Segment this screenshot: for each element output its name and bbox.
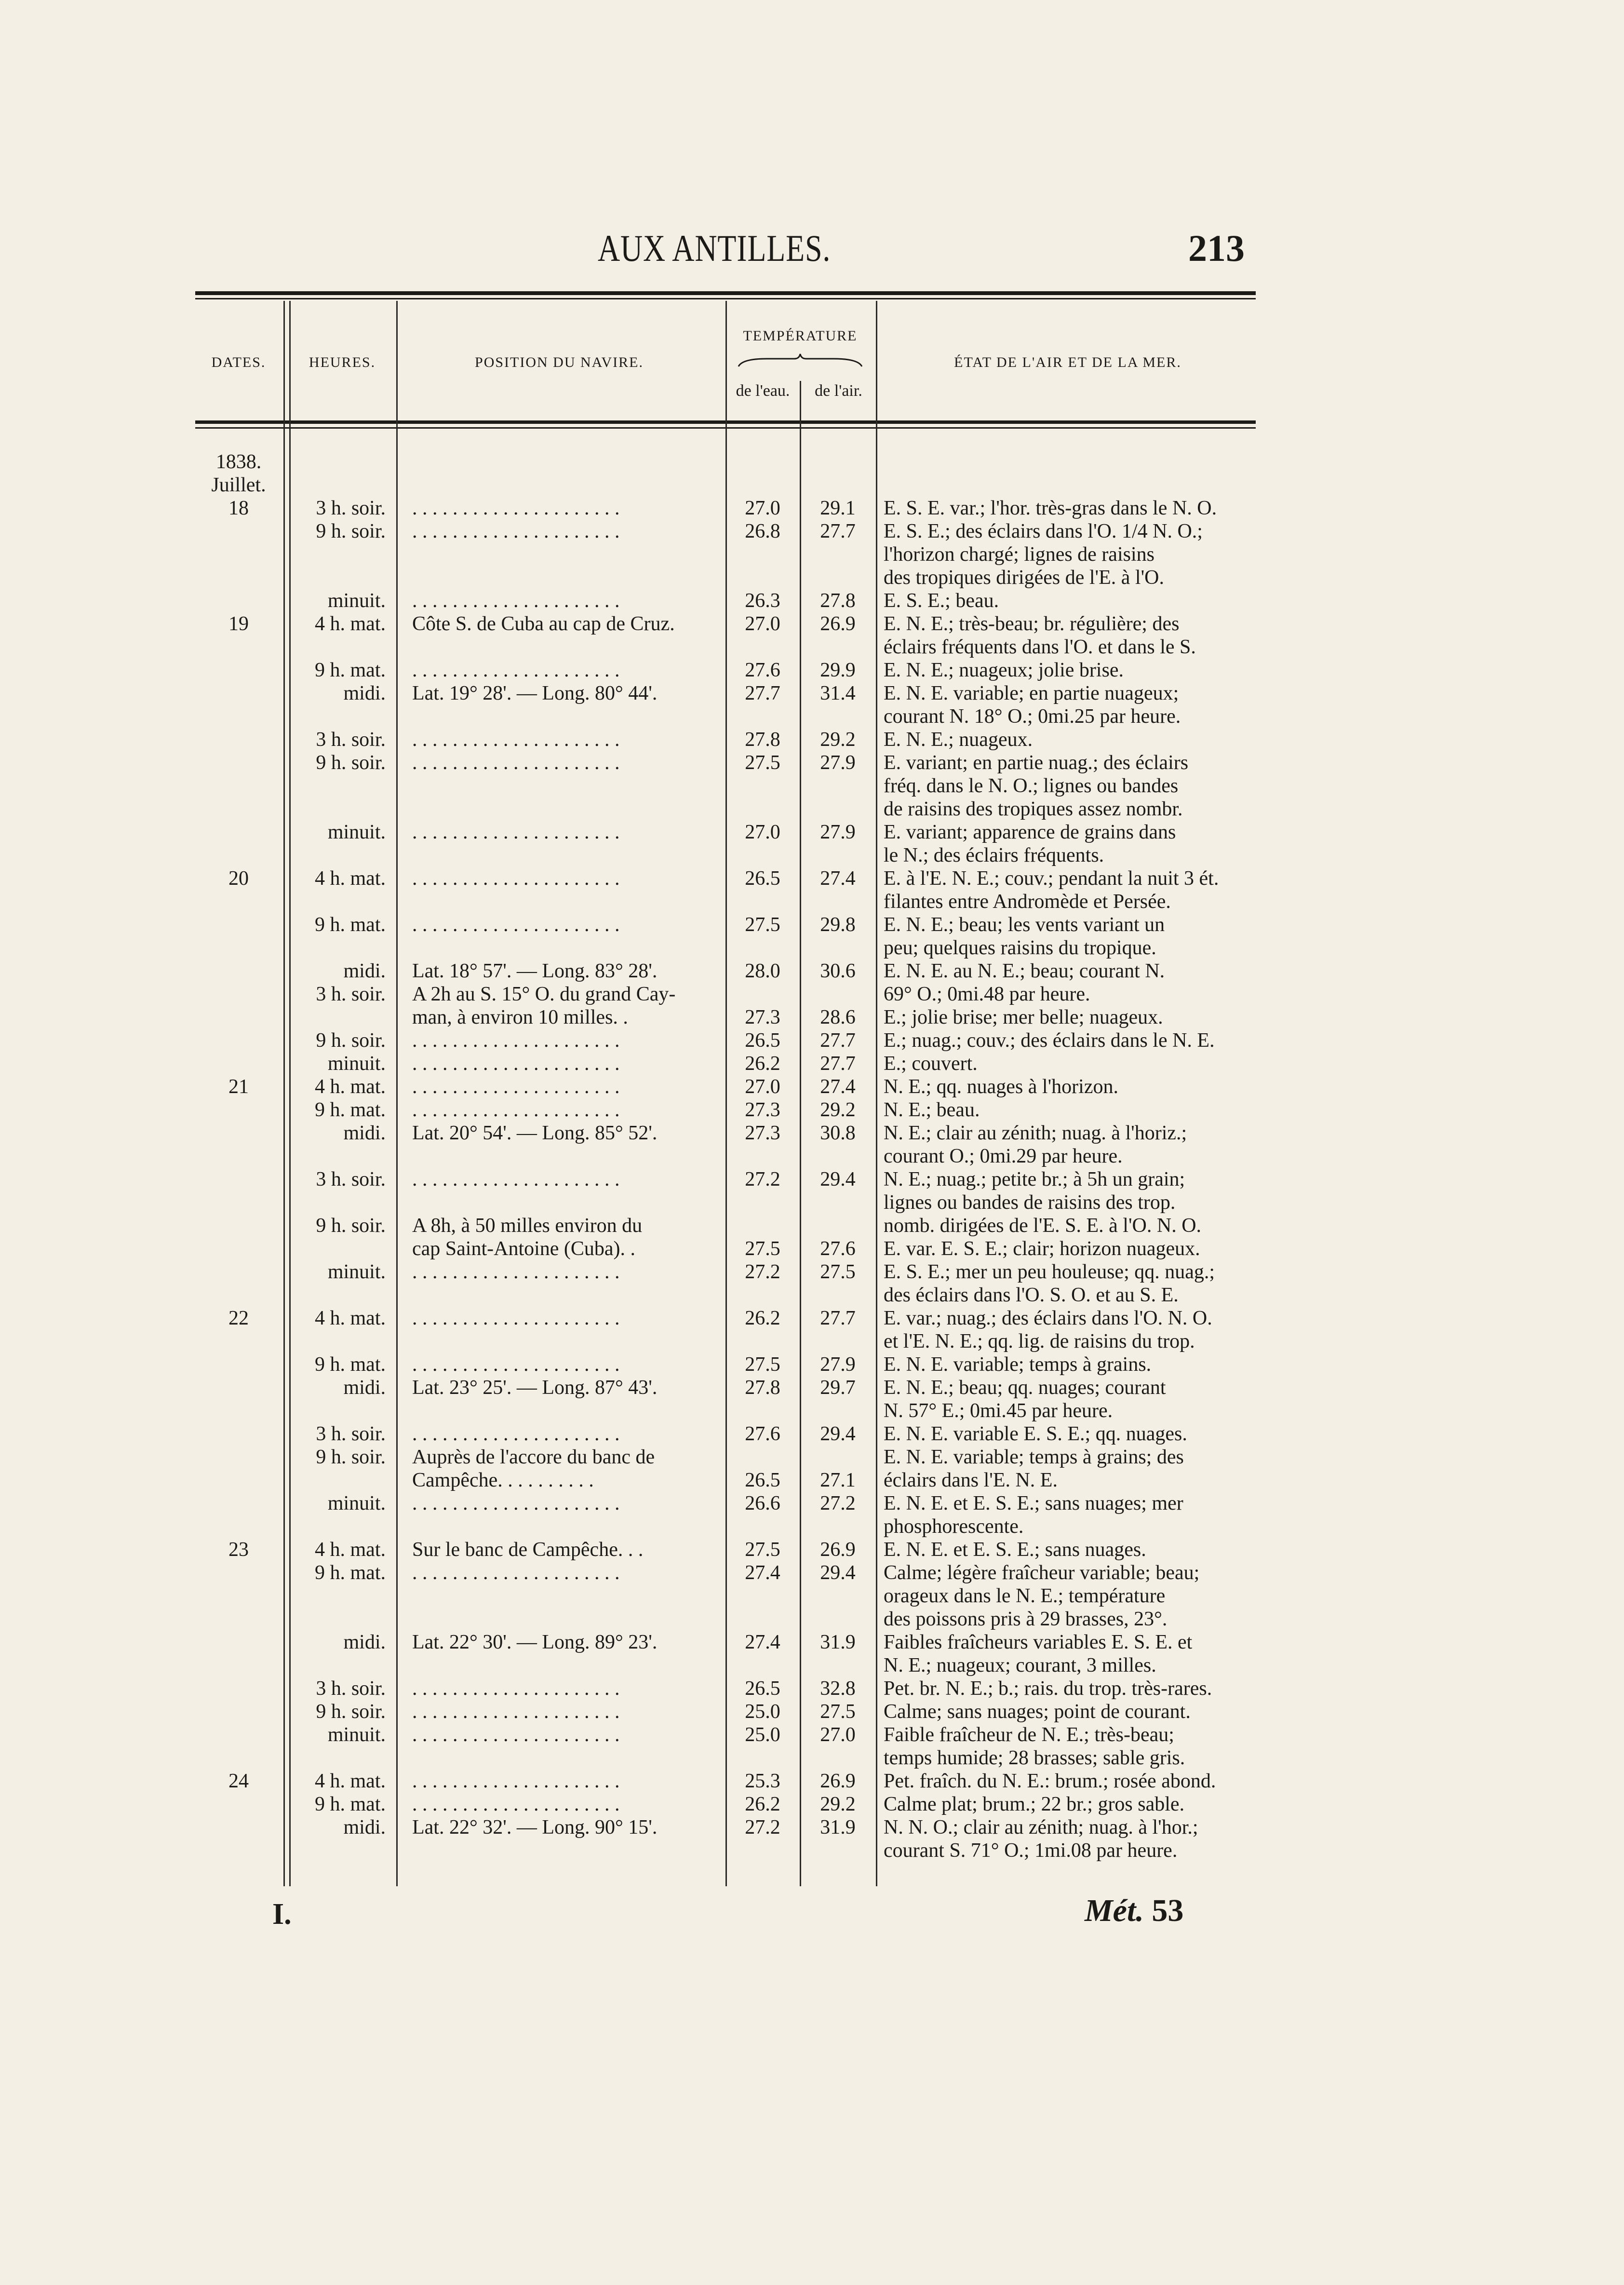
weather-cell: nomb. dirigées de l'E. S. E. à l'O. N. O. — [884, 1215, 1202, 1237]
table-row — [0, 1076, 1624, 1098]
position-cell: . . . . . . . . . . . . . . . . . . . . . — [412, 729, 620, 751]
weather-cell: E.; jolie brise; mer belle; nuageux. — [884, 1006, 1163, 1028]
weather-cell: E. N. E. et E. S. E.; sans nuages. — [884, 1539, 1146, 1561]
position-cell: Auprès de l'accore du banc de — [412, 1446, 655, 1468]
position-cell: Lat. 23° 25'. — Long. 87° 43'. — [412, 1377, 658, 1399]
weather-cell: courant N. 18° O.; 0mi.25 par heure. — [884, 705, 1181, 728]
hour-cell: 9 h. soir. — [316, 1446, 386, 1468]
hour-cell: 4 h. mat. — [315, 1539, 386, 1561]
table-row — [0, 1816, 1624, 1839]
air-temp-cell: 31.9 — [820, 1631, 856, 1653]
page-number: 213 — [1188, 227, 1245, 269]
weather-cell: E. var. E. S. E.; clair; horizon nuageux. — [884, 1238, 1200, 1260]
weather-cell: E. N. E.; nuageux; jolie brise. — [884, 659, 1124, 681]
table-row — [0, 1492, 1624, 1514]
table-row — [0, 1701, 1624, 1723]
table-row — [0, 1191, 1624, 1214]
water-temp-cell: 27.0 — [745, 821, 780, 843]
air-temp-cell: 27.9 — [820, 821, 856, 843]
table-row — [0, 1631, 1624, 1653]
water-temp-cell: 25.0 — [745, 1701, 780, 1723]
hour-cell: 4 h. mat. — [315, 1307, 386, 1329]
weather-cell: des tropiques dirigées de l'E. à l'O. — [884, 567, 1164, 589]
air-temp-cell: 30.8 — [820, 1122, 856, 1144]
weather-cell: fréq. dans le N. O.; lignes ou bandes — [884, 775, 1179, 797]
header-temperature: TEMPÉRATURE — [743, 328, 858, 344]
date-cell: 1838. — [215, 451, 262, 473]
table-row — [0, 1330, 1624, 1352]
table-row — [0, 1099, 1624, 1121]
position-cell: Côte S. de Cuba au cap de Cruz. — [412, 613, 675, 635]
air-temp-cell: 27.0 — [820, 1724, 856, 1746]
water-temp-cell: 26.2 — [745, 1793, 780, 1815]
position-cell: . . . . . . . . . . . . . . . . . . . . . — [412, 1261, 620, 1283]
weather-cell: courant S. 71° O.; 1mi.08 par heure. — [884, 1839, 1178, 1862]
weather-cell: éclairs fréquents dans l'O. et dans le S. — [884, 636, 1196, 658]
position-cell: man, à environ 10 milles. . — [412, 1006, 628, 1028]
position-cell: . . . . . . . . . . . . . . . . . . . . . — [412, 1053, 620, 1075]
position-cell: . . . . . . . . . . . . . . . . . . . . . — [412, 520, 620, 542]
hour-cell: 3 h. soir. — [316, 983, 386, 1005]
table-row — [0, 867, 1624, 890]
header-position: POSITION DU NAVIRE. — [475, 354, 644, 370]
water-temp-cell: 26.5 — [745, 1029, 780, 1052]
table-row — [0, 590, 1624, 612]
table-row — [0, 798, 1624, 820]
water-temp-cell: 27.5 — [745, 1238, 780, 1260]
position-cell: . . . . . . . . . . . . . . . . . . . . . — [412, 1168, 620, 1190]
position-cell: . . . . . . . . . . . . . . . . . . . . . — [412, 590, 620, 612]
air-temp-cell: 27.6 — [820, 1238, 856, 1260]
header-heures: HEURES. — [309, 354, 376, 370]
weather-cell: éclairs dans l'E. N. E. — [884, 1469, 1058, 1491]
position-cell: . . . . . . . . . . . . . . . . . . . . . — [412, 1562, 620, 1584]
weather-cell: N. E.; beau. — [884, 1099, 980, 1121]
position-cell: Lat. 20° 54'. — Long. 85° 52'. — [412, 1122, 658, 1144]
water-temp-cell: 26.8 — [745, 520, 780, 542]
air-temp-cell: 27.7 — [820, 1053, 856, 1075]
weather-cell: E. S. E.; mer un peu houleuse; qq. nuag.; — [884, 1261, 1215, 1283]
air-temp-cell: 29.2 — [820, 1793, 856, 1815]
weather-cell: le N.; des éclairs fréquents. — [884, 844, 1104, 866]
table-row — [0, 1145, 1624, 1167]
table-row — [0, 1446, 1624, 1468]
table-row — [0, 1400, 1624, 1422]
air-temp-cell: 26.9 — [820, 613, 856, 635]
weather-cell: E. N. E.; beau; les vents variant un — [884, 914, 1165, 936]
air-temp-cell: 27.5 — [820, 1701, 856, 1723]
table-row — [0, 1677, 1624, 1700]
position-cell: . . . . . . . . . . . . . . . . . . . . . — [412, 867, 620, 890]
air-temp-cell: 26.9 — [820, 1770, 856, 1792]
hour-cell: 9 h. mat. — [315, 1353, 386, 1376]
header-eau: de l'eau. — [736, 382, 790, 400]
air-temp-cell: 27.9 — [820, 752, 856, 774]
position-cell: . . . . . . . . . . . . . . . . . . . . . — [412, 1770, 620, 1792]
table-row — [0, 1053, 1624, 1075]
hour-cell: 3 h. soir. — [316, 497, 386, 519]
date-cell: 24 — [228, 1770, 249, 1792]
water-temp-cell: 28.0 — [745, 960, 780, 982]
table-row — [0, 1654, 1624, 1677]
position-cell: . . . . . . . . . . . . . . . . . . . . . — [412, 1099, 620, 1121]
table-row — [0, 891, 1624, 913]
table-row — [0, 1839, 1624, 1862]
weather-cell: Faibles fraîcheurs variables E. S. E. et — [884, 1631, 1193, 1653]
header-air: de l'air. — [815, 382, 862, 400]
weather-cell: N. 57° E.; 0mi.45 par heure. — [884, 1400, 1113, 1422]
water-temp-cell: 27.3 — [745, 1006, 780, 1028]
hour-cell: minuit. — [327, 1261, 386, 1283]
position-cell: . . . . . . . . . . . . . . . . . . . . . — [412, 1701, 620, 1723]
weather-cell: Calme; légère fraîcheur variable; beau; — [884, 1562, 1200, 1584]
position-cell: . . . . . . . . . . . . . . . . . . . . . — [412, 1492, 620, 1514]
water-temp-cell: 26.5 — [745, 867, 780, 890]
position-cell: . . . . . . . . . . . . . . . . . . . . . — [412, 914, 620, 936]
table-row — [0, 1724, 1624, 1746]
water-temp-cell: 27.0 — [745, 613, 780, 635]
weather-cell: Calme; sans nuages; point de courant. — [884, 1701, 1191, 1723]
table-row — [0, 613, 1624, 635]
weather-cell: E. S. E.; des éclairs dans l'O. 1/4 N. O.; — [884, 520, 1203, 542]
position-cell: . . . . . . . . . . . . . . . . . . . . . — [412, 1423, 620, 1445]
position-cell: . . . . . . . . . . . . . . . . . . . . . — [412, 497, 620, 519]
position-cell: Lat. 19° 28'. — Long. 80° 44'. — [412, 682, 658, 704]
air-temp-cell: 27.8 — [820, 590, 856, 612]
water-temp-cell: 27.2 — [745, 1261, 780, 1283]
weather-cell: E. à l'E. N. E.; couv.; pendant la nuit 3 ét. — [884, 867, 1219, 890]
hour-cell: 9 h. soir. — [316, 1029, 386, 1052]
water-temp-cell: 26.5 — [745, 1677, 780, 1700]
air-temp-cell: 27.4 — [820, 867, 856, 890]
air-temp-cell: 29.2 — [820, 1099, 856, 1121]
position-cell: . . . . . . . . . . . . . . . . . . . . . — [412, 1076, 620, 1098]
weather-cell: 69° O.; 0mi.48 par heure. — [884, 983, 1090, 1005]
table-row — [0, 752, 1624, 774]
air-temp-cell: 29.7 — [820, 1377, 856, 1399]
weather-cell: N. E.; qq. nuages à l'horizon. — [884, 1076, 1118, 1098]
hour-cell: 9 h. mat. — [315, 659, 386, 681]
hour-cell: 3 h. soir. — [316, 729, 386, 751]
weather-cell: de raisins des tropiques assez nombr. — [884, 798, 1183, 820]
table-row — [0, 1747, 1624, 1769]
hour-cell: 9 h. mat. — [315, 914, 386, 936]
weather-cell: N. N. O.; clair au zénith; nuag. à l'hor.; — [884, 1816, 1198, 1839]
signature-number: 53 — [1152, 1893, 1184, 1928]
water-temp-cell: 27.4 — [745, 1562, 780, 1584]
table-row — [0, 1469, 1624, 1491]
hour-cell: 4 h. mat. — [315, 613, 386, 635]
weather-cell: E. N. E. au N. E.; beau; courant N. — [884, 960, 1165, 982]
hour-cell: minuit. — [327, 821, 386, 843]
weather-cell: E. N. E.; nuageux. — [884, 729, 1033, 751]
position-cell: . . . . . . . . . . . . . . . . . . . . . — [412, 1677, 620, 1700]
date-cell: 18 — [228, 497, 249, 519]
date-cell: 20 — [228, 867, 249, 890]
water-temp-cell: 27.5 — [745, 1353, 780, 1376]
table-row — [0, 1284, 1624, 1306]
water-temp-cell: 27.3 — [745, 1099, 780, 1121]
water-temp-cell: 26.2 — [745, 1307, 780, 1329]
water-temp-cell: 25.0 — [745, 1724, 780, 1746]
table-row — [0, 1562, 1624, 1584]
table-row — [0, 451, 1624, 473]
hour-cell: midi. — [343, 682, 386, 704]
air-temp-cell: 32.8 — [820, 1677, 856, 1700]
table-row — [0, 937, 1624, 959]
weather-cell: E. N. E. variable E. S. E.; qq. nuages. — [884, 1423, 1187, 1445]
date-cell: 21 — [228, 1076, 249, 1098]
hour-cell: 9 h. mat. — [315, 1099, 386, 1121]
air-temp-cell: 27.7 — [820, 1307, 856, 1329]
table-row — [0, 682, 1624, 704]
header-dates: DATES. — [211, 354, 266, 370]
air-temp-cell: 31.4 — [820, 682, 856, 704]
weather-cell: N. E.; clair au zénith; nuag. à l'horiz.; — [884, 1122, 1187, 1144]
air-temp-cell: 27.7 — [820, 520, 856, 542]
hour-cell: midi. — [343, 1816, 386, 1839]
water-temp-cell: 27.4 — [745, 1631, 780, 1653]
weather-cell: E. variant; apparence de grains dans — [884, 821, 1176, 843]
air-temp-cell: 27.7 — [820, 1029, 856, 1052]
position-cell: Sur le banc de Campêche. . . — [412, 1539, 644, 1561]
air-temp-cell: 29.9 — [820, 659, 856, 681]
table-row — [0, 1168, 1624, 1190]
weather-cell: Pet. fraîch. du N. E.: brum.; rosée abond. — [884, 1770, 1216, 1792]
hour-cell: minuit. — [327, 1492, 386, 1514]
water-temp-cell: 27.5 — [745, 914, 780, 936]
water-temp-cell: 27.6 — [745, 1423, 780, 1445]
position-cell: . . . . . . . . . . . . . . . . . . . . . — [412, 821, 620, 843]
header-etat: ÉTAT DE L'AIR ET DE LA MER. — [954, 354, 1181, 370]
air-temp-cell: 29.4 — [820, 1562, 856, 1584]
weather-cell: Faible fraîcheur de N. E.; très-beau; — [884, 1724, 1174, 1746]
water-temp-cell: 27.5 — [745, 752, 780, 774]
table-row — [0, 520, 1624, 542]
water-temp-cell: 27.2 — [745, 1168, 780, 1190]
position-cell: . . . . . . . . . . . . . . . . . . . . . — [412, 752, 620, 774]
hour-cell: 9 h. mat. — [315, 1562, 386, 1584]
water-temp-cell: 27.8 — [745, 1377, 780, 1399]
hour-cell: 9 h. mat. — [315, 1793, 386, 1815]
table-row — [0, 636, 1624, 658]
signature-label: Mét. — [1085, 1893, 1144, 1928]
position-cell: . . . . . . . . . . . . . . . . . . . . . — [412, 1307, 620, 1329]
water-temp-cell: 26.2 — [745, 1053, 780, 1075]
table-row — [0, 1423, 1624, 1445]
weather-cell: phosphorescente. — [884, 1515, 1024, 1538]
air-temp-cell: 29.4 — [820, 1168, 856, 1190]
table-row — [0, 1215, 1624, 1237]
table-row — [0, 1307, 1624, 1329]
table-row — [0, 1377, 1624, 1399]
weather-cell: N. E.; nuag.; petite br.; à 5h un grain; — [884, 1168, 1185, 1190]
hour-cell: 9 h. soir. — [316, 752, 386, 774]
weather-cell: des poissons pris à 29 brasses, 23°. — [884, 1608, 1168, 1630]
air-temp-cell: 27.5 — [820, 1261, 856, 1283]
hour-cell: 3 h. soir. — [316, 1168, 386, 1190]
hour-cell: 4 h. mat. — [315, 1076, 386, 1098]
air-temp-cell: 30.6 — [820, 960, 856, 982]
weather-cell: E.; nuag.; couv.; des éclairs dans le N. E. — [884, 1029, 1215, 1052]
table-row — [0, 497, 1624, 519]
table-row — [0, 1539, 1624, 1561]
hour-cell: 9 h. soir. — [316, 1215, 386, 1237]
water-temp-cell: 26.6 — [745, 1492, 780, 1514]
weather-cell: lignes ou bandes de raisins des trop. — [884, 1191, 1176, 1214]
hour-cell: minuit. — [327, 1724, 386, 1746]
air-temp-cell: 28.6 — [820, 1006, 856, 1028]
position-cell: Lat. 22° 30'. — Long. 89° 23'. — [412, 1631, 658, 1653]
hour-cell: 4 h. mat. — [315, 1770, 386, 1792]
hour-cell: midi. — [343, 1122, 386, 1144]
air-temp-cell: 29.2 — [820, 729, 856, 751]
table-row — [0, 1261, 1624, 1283]
weather-cell: E. N. E. et E. S. E.; sans nuages; mer — [884, 1492, 1183, 1514]
weather-cell: E. N. E.; très-beau; br. régulière; des — [884, 613, 1180, 635]
weather-cell: orageux dans le N. E.; température — [884, 1585, 1166, 1607]
water-temp-cell: 25.3 — [745, 1770, 780, 1792]
water-temp-cell: 27.0 — [745, 1076, 780, 1098]
hour-cell: minuit. — [327, 1053, 386, 1075]
table-row — [0, 844, 1624, 866]
air-temp-cell: 31.9 — [820, 1816, 856, 1839]
hour-cell: midi. — [343, 1631, 386, 1653]
weather-cell: E. variant; en partie nuag.; des éclairs — [884, 752, 1189, 774]
running-title: AUX ANTILLES. — [598, 227, 831, 269]
table-row — [0, 1608, 1624, 1630]
water-temp-cell: 26.5 — [745, 1469, 780, 1491]
table-row — [0, 1353, 1624, 1376]
weather-cell: E. S. E.; beau. — [884, 590, 999, 612]
table-row — [0, 729, 1624, 751]
table-row — [0, 1793, 1624, 1815]
weather-cell: l'horizon chargé; lignes de raisins — [884, 543, 1154, 566]
weather-cell: E. var.; nuag.; des éclairs dans l'O. N. O. — [884, 1307, 1212, 1329]
water-temp-cell: 27.8 — [745, 729, 780, 751]
date-cell: 19 — [228, 613, 249, 635]
weather-cell: et l'E. N. E.; qq. lig. de raisins du trop. — [884, 1330, 1195, 1352]
volume-signature: I. — [272, 1898, 292, 1931]
water-temp-cell: 26.3 — [745, 590, 780, 612]
air-temp-cell: 27.2 — [820, 1492, 856, 1514]
air-temp-cell: 27.1 — [820, 1469, 856, 1491]
date-cell: 23 — [228, 1539, 249, 1561]
weather-cell: filantes entre Andromède et Persée. — [884, 891, 1171, 913]
weather-cell: peu; quelques raisins du tropique. — [884, 937, 1156, 959]
section-signature — [1085, 1893, 1183, 1929]
table-row — [0, 543, 1624, 566]
table-row — [0, 821, 1624, 843]
hour-cell: midi. — [343, 960, 386, 982]
water-temp-cell: 27.7 — [745, 682, 780, 704]
position-cell: Lat. 22° 32'. — Long. 90° 15'. — [412, 1816, 658, 1839]
position-cell: . . . . . . . . . . . . . . . . . . . . . — [412, 1724, 620, 1746]
position-cell: . . . . . . . . . . . . . . . . . . . . . — [412, 1793, 620, 1815]
hour-cell: midi. — [343, 1377, 386, 1399]
air-temp-cell: 27.9 — [820, 1353, 856, 1376]
table-row — [0, 960, 1624, 982]
weather-cell: E. N. E. variable; temps à grains. — [884, 1353, 1152, 1376]
weather-cell: E. S. E. var.; l'hor. très-gras dans le N. O. — [884, 497, 1217, 519]
table-row — [0, 775, 1624, 797]
water-temp-cell: 27.6 — [745, 659, 780, 681]
position-cell: A 2h au S. 15° O. du grand Cay- — [412, 983, 676, 1005]
hour-cell: 3 h. soir. — [316, 1423, 386, 1445]
weather-cell: E. N. E. variable; temps à grains; des — [884, 1446, 1184, 1468]
air-temp-cell: 29.8 — [820, 914, 856, 936]
water-temp-cell: 27.3 — [745, 1122, 780, 1144]
weather-cell: Pet. br. N. E.; b.; rais. du trop. très-rares. — [884, 1677, 1212, 1700]
position-cell: . . . . . . . . . . . . . . . . . . . . . — [412, 659, 620, 681]
table-row — [0, 659, 1624, 681]
table-row — [0, 1770, 1624, 1792]
table-row — [0, 1029, 1624, 1052]
air-temp-cell: 29.4 — [820, 1423, 856, 1445]
date-cell: Juillet. — [211, 474, 266, 496]
weather-cell: E. N. E.; beau; qq. nuages; courant — [884, 1377, 1166, 1399]
weather-cell: E.; couvert. — [884, 1053, 978, 1075]
water-temp-cell: 27.5 — [745, 1539, 780, 1561]
weather-cell: courant O.; 0mi.29 par heure. — [884, 1145, 1123, 1167]
table-row — [0, 567, 1624, 589]
weather-cell: N. E.; nuageux; courant, 3 milles. — [884, 1654, 1156, 1677]
table-row — [0, 1006, 1624, 1028]
table-row — [0, 1122, 1624, 1144]
hour-cell: minuit. — [327, 590, 386, 612]
position-cell: . . . . . . . . . . . . . . . . . . . . . — [412, 1353, 620, 1376]
date-cell: 22 — [228, 1307, 249, 1329]
position-cell: cap Saint-Antoine (Cuba). . — [412, 1238, 636, 1260]
weather-cell: E. N. E. variable; en partie nuageux; — [884, 682, 1179, 704]
table-row — [0, 705, 1624, 728]
weather-cell: temps humide; 28 brasses; sable gris. — [884, 1747, 1185, 1769]
weather-cell: des éclairs dans l'O. S. O. et au S. E. — [884, 1284, 1179, 1306]
table-row — [0, 1585, 1624, 1607]
table-row — [0, 914, 1624, 936]
position-cell: A 8h, à 50 milles environ du — [412, 1215, 643, 1237]
table-row — [0, 1515, 1624, 1538]
table-row — [0, 474, 1624, 496]
hour-cell: 3 h. soir. — [316, 1677, 386, 1700]
position-cell: . . . . . . . . . . . . . . . . . . . . . — [412, 1029, 620, 1052]
hour-cell: 9 h. soir. — [316, 1701, 386, 1723]
position-cell: Lat. 18° 57'. — Long. 83° 28'. — [412, 960, 658, 982]
water-temp-cell: 27.2 — [745, 1816, 780, 1839]
air-temp-cell: 26.9 — [820, 1539, 856, 1561]
hour-cell: 4 h. mat. — [315, 867, 386, 890]
table-row — [0, 983, 1624, 1005]
air-temp-cell: 29.1 — [820, 497, 856, 519]
hour-cell: 9 h. soir. — [316, 520, 386, 542]
weather-cell: Calme plat; brum.; 22 br.; gros sable. — [884, 1793, 1185, 1815]
water-temp-cell: 27.0 — [745, 497, 780, 519]
air-temp-cell: 27.4 — [820, 1076, 856, 1098]
position-cell: Campêche. . . . . . . . . . — [412, 1469, 594, 1491]
table-row — [0, 1238, 1624, 1260]
